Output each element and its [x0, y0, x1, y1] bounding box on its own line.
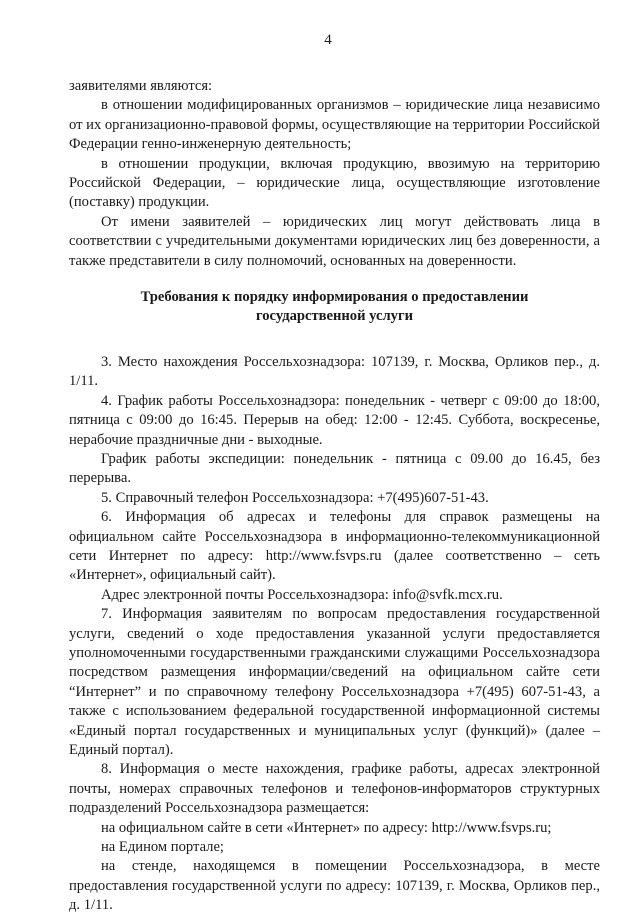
section-heading [69, 288, 600, 327]
intro-paragraph-products: в отношении продукции, включая продукцию, ввозимую на территорию Российской Федерации, – юридические лица, осуществляющие изготовление (поставку) продукции. [69, 155, 600, 211]
paragraph-unified-portal: на Едином портале; [101, 839, 224, 856]
paragraph-5-phone: 5. Справочный телефон Россельхознадзора: +7(495)607-51-43. [101, 489, 489, 506]
paragraph-4-work-schedule: 4. График работы Россельхознадзора: понедельник - четверг с 09:00 до 18:00, пятница с 09:00 до 16:45. Перерыв на обед: 12:00 - 12:45. Суббота, воскресенье, нерабочие праздничные дни - выходные. [69, 392, 600, 448]
intro-paragraph-gmo: в отношении модифицированных организмов – юридические лица независимо от их организационно-правовой формы, осуществляющие на территории Российской Федерации генно-инженерную деятельность; [69, 97, 600, 153]
page-number: 4 [324, 32, 332, 48]
paragraph-3-location: 3. Место нахождения Россельхознадзора: 107139, г. Москва, Орликов пер., д. 1/11. [69, 353, 600, 390]
paragraph-official-site: на официальном сайте в сети «Интернет» по адресу: http://www.fsvps.ru; [101, 819, 552, 836]
section-heading-line-1: Требования к порядку информирования о предоставлении [140, 289, 529, 306]
paragraph-expedition-schedule: График работы экспедиции: понедельник - пятница с 09.00 до 16.45, без перерыва. [69, 450, 600, 487]
document-body [69, 77, 600, 916]
paragraph-7-informing: 7. Информация заявителям по вопросам предоставления государственной услуги, сведений о ходе предоставления указанной услуги предоставляется уполномоченными государственными гражданскими служащими Россельхознадзора посредством размещения информации/сведений на официальном сайте сети “Интернет” и по справочному телефону Россельхознадзора +7(495) 607-51-43, а также с использованием федеральной государственной информационной системы «Единый портал государственных и муниципальных услуг (функций)» (далее – Единый портал). [69, 606, 600, 758]
paragraph-6-website-info: 6. Информация об адресах и телефоны для справок размещены на официальном сайте Россельхознадзора в информационно-телекоммуникационной сети Интернет по адресу: http://www.fsvps.ru (далее соответственно – сеть «Интернет», официальный сайт). [69, 509, 600, 584]
paragraph-stand: на стенде, находящемся в помещении Россельхознадзора, в месте предоставления государственной услуги по адресу: 107139, г. Москва, Орликов пер., д. 1/11. [69, 858, 600, 914]
section-heading-line-2: государственной услуги [255, 308, 414, 325]
intro-paragraph-representatives: От имени заявителей – юридических лиц могут действовать лица в соответствии с учредительными документами юридических лиц без доверенности, а также представители в силу полномочий, основанных на доверенности. [69, 213, 600, 269]
paragraph-8-placement: 8. Информация о месте нахождения, графике работы, адресах электронной почты, номерах справочных телефонов и телефонов-информаторов структурных подразделений Россельхознадзора размещается: [69, 761, 600, 817]
intro-lead-paragraph: заявителями являются: [69, 78, 213, 94]
paragraph-email: Адрес электронной почты Россельхознадзора: info@svfk.mcx.ru. [101, 586, 503, 603]
